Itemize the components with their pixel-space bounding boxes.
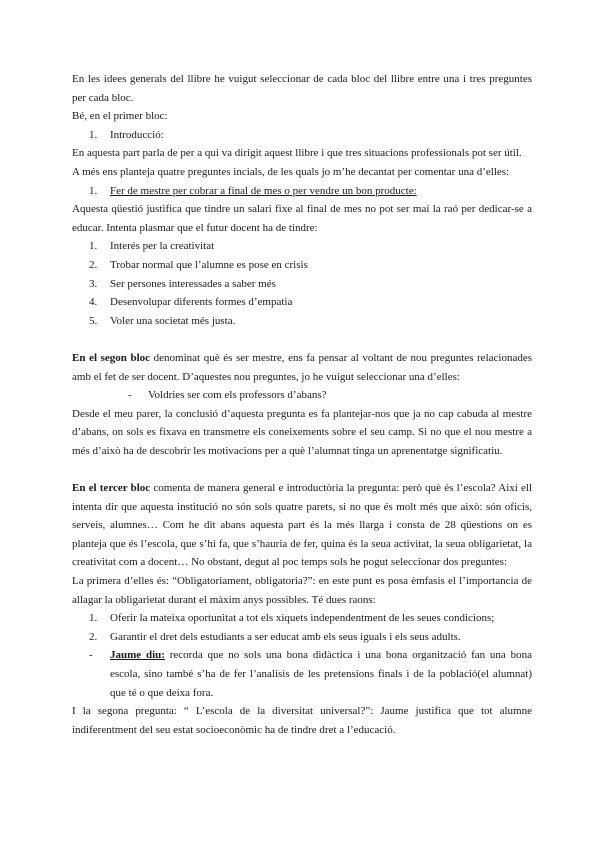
bloc2-paragraph-2: Desde el meu parer, la conclusió d’aquesta pregunta es fa plantejar-nos que ja no cap cabuda al mestre d’abans, on sols es fixava en transmetre els coneixements sobre el seu camp. Si no que el nou mestre a més d’això ha de descobrir les motivacions per a què l’alumnat tinga un aprenentatge significatiu. <box>72 407 532 457</box>
list-item <box>72 628 532 647</box>
bloc3-jaume-text: recorda que no sols una bona didàctica i una bona organització fan una bona escola, sino també s’ha de fer l’analisis de les pretensions finals i de la població(el alumnat) que té o que deixa fora. <box>110 649 532 699</box>
bloc1-item-label: Introducció: <box>110 128 164 141</box>
bloc1-paragraph-2: A més ens planteja quatre preguntes incials, de les quals jo m’he decantat per comentar una d’elles: <box>72 165 510 178</box>
bloc3-paragraph-1 <box>72 479 532 572</box>
bloc2-item-dash: - <box>128 389 132 402</box>
intro-paragraph: En les idees generals del llibre he vuigut seleccionar de cada bloc del llibre entre una i tres preguntes per cada bloc. <box>72 73 532 104</box>
bloc3-jaume-dash: - <box>89 649 93 662</box>
bloc3-paragraph-2: La primera d’elles és: “Obligatoriament, obligatoria?”: en este punt es posa èmfasis el l’importancia de allagar la obligarietat durant el màxim anys possibles. Té dues raons: <box>72 575 532 606</box>
list-item <box>72 609 532 628</box>
list-item-number: 2. <box>89 630 98 643</box>
bloc3-lead: En el tercer bloc <box>72 482 151 495</box>
list-item-text: Garantir el dret dels estudiants a ser educat amb els seus iguals i els seus adults. <box>110 630 461 643</box>
list-item-number: 4. <box>89 296 98 309</box>
bloc1-paragraph-1: En aquesta part parla de per a qui va dirigit aquest llibre i que tres situacions professionals pot ser útil. <box>72 147 522 160</box>
bloc3-jaume-lead: Jaume diu: <box>110 649 165 662</box>
list-item-number: 1. <box>89 240 98 253</box>
bloc1-list <box>72 237 532 330</box>
bloc1-question-label: Fer de mestre per cobrar a final de mes o per vendre un bon producte: <box>110 184 417 197</box>
bloc1-item-number: 1. <box>89 128 98 141</box>
document-body <box>72 70 532 739</box>
list-item-text: Trobar normal que l’alumne es pose en crisis <box>110 258 308 271</box>
list-item-number: 1. <box>89 612 98 625</box>
list-item-number: 3. <box>89 277 98 290</box>
list-item-text: Ser persones interessades a saber més <box>110 277 276 290</box>
list-item-text: Oferir la mateixa oportunitat a tot els xiquets independentment de les seues condicions; <box>110 612 495 625</box>
bloc3-paragraph-1-text: comenta de manera general e introductòria la pregunta: però què és l’escola? Així ell intenta dir que aquesta institució no són sols quatre parets, si no que és molt més que això: són oficis, serveis, alumnes… Com he dit abans aquesta part és la més llarga i consta de 28 qüestions on es planteja que és l’escola, que s’hi fa, que s’hauria de fer, quina és la seua activitat, la seua obligarietat, la creativitat com a docent… No obstant, degut al poc temps sols he pogut seleccionar dos preguntes: <box>72 482 532 569</box>
bloc3-list <box>72 609 532 702</box>
bloc1-question <box>72 182 532 201</box>
list-item-text: Desenvolupar diferents formes d’empatia <box>110 296 293 309</box>
bloc3-jaume-item <box>72 646 532 702</box>
intro-bloc-heading: Bé, en el primer bloc: <box>72 110 168 123</box>
bloc3-paragraph-3: I la segona pregunta: “ L’escola de la diversitat universal?”: Jaume justifica que tot alumne indiferentment del seu estat socioeconòmic ha de tindre dret a l’educació. <box>72 705 532 736</box>
list-item-text: Interés per la creativitat <box>110 240 215 253</box>
list-item <box>72 256 532 275</box>
list-item-number: 2. <box>89 258 98 271</box>
bloc2-paragraph-1 <box>72 349 532 386</box>
bloc2-item-text: Voldries ser com els professors d’abans? <box>148 389 327 402</box>
list-item-number: 5. <box>89 314 98 327</box>
list-item <box>72 293 532 312</box>
bloc2-item <box>72 386 532 405</box>
list-item-text: Voler una societat més justa. <box>110 314 236 327</box>
list-item <box>72 312 532 331</box>
bloc1-paragraph-3: Aquesta qüestió justifica que tindre un salari fixe al final de mes no pot ser mai la raó per dedicar-se a educar. Intenta plasmar que el futur docent ha de tindre: <box>72 203 532 234</box>
list-item <box>72 237 532 256</box>
bloc2-paragraph-1-text: denominat què és ser mestre, ens fa pensar al voltant de nou preguntes relacionades amb el fet de ser docent. D’aquestes nou preguntes, jo he vuigut seleccionar una d’elles: <box>72 351 532 383</box>
bloc1-item <box>72 126 532 145</box>
list-item <box>72 275 532 294</box>
bloc1-question-number: 1. <box>89 184 98 197</box>
bloc2-lead: En el segon bloc <box>72 351 151 364</box>
